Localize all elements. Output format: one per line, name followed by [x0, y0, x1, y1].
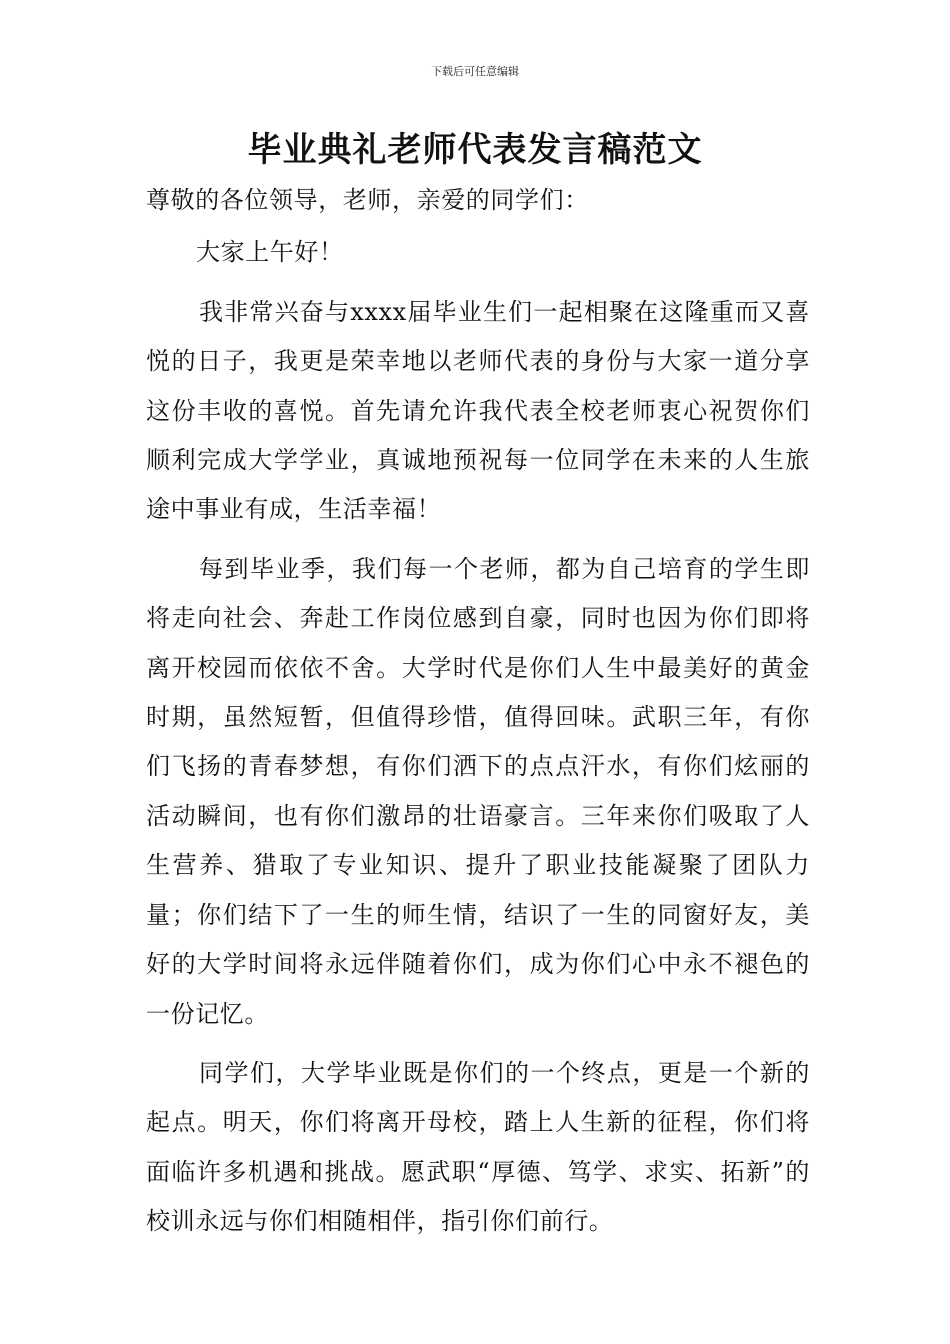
paragraph-3: 同学们，大学毕业既是你们的一个终点，更是一个新的起点。明天，你们将离开母校，踏上人生新的征程，你们将面临许多机遇和挑战。愿武职“厚德、笃学、求实、拓新”的校训永远与你们相随相伴，指引你们前行。: [146, 1058, 810, 1236]
greeting: 大家上午好！: [196, 238, 344, 267]
paragraph-2: 每到毕业季，我们每一个老师，都为自己培育的学生即将走向社会、奔赴工作岗位感到自豪，同时也因为你们即将离开校园而依依不舍。大学时代是你们人生中最美好的黄金时期，虽然短暂，但值得珍惜，值得回味。武职三年，有你们飞扬的青春梦想，有你们洒下的点点汗水，有你们炫丽的活动瞬间，也有你们激昂的壮语豪言。三年来你们吸取了人生营养、猎取了专业知识、提升了职业技能凝聚了团队力量；你们结下了一生的师生情，结识了一生的同窗好友，美好的大学时间将永远伴随着你们，成为你们心中永不褪色的一份记忆。: [146, 554, 810, 1028]
document-body: [146, 176, 810, 1247]
salutation: 尊敬的各位领导，老师，亲爱的同学们：: [146, 186, 589, 214]
header-note: 下载后可任意编辑: [431, 65, 519, 78]
paragraph-1: 我非常兴奋与xxxx届毕业生们一起相聚在这隆重而又喜悦的日子，我更是荣幸地以老师代表的身份与大家一道分享这份丰收的喜悦。首先请允许我代表全校老师衷心祝贺你们顺利完成大学学业，真诚地预祝每一位同学在未来的人生旅途中事业有成，生活幸福！: [146, 297, 810, 524]
document-title: 毕业典礼老师代表发言稿范文: [247, 130, 703, 170]
